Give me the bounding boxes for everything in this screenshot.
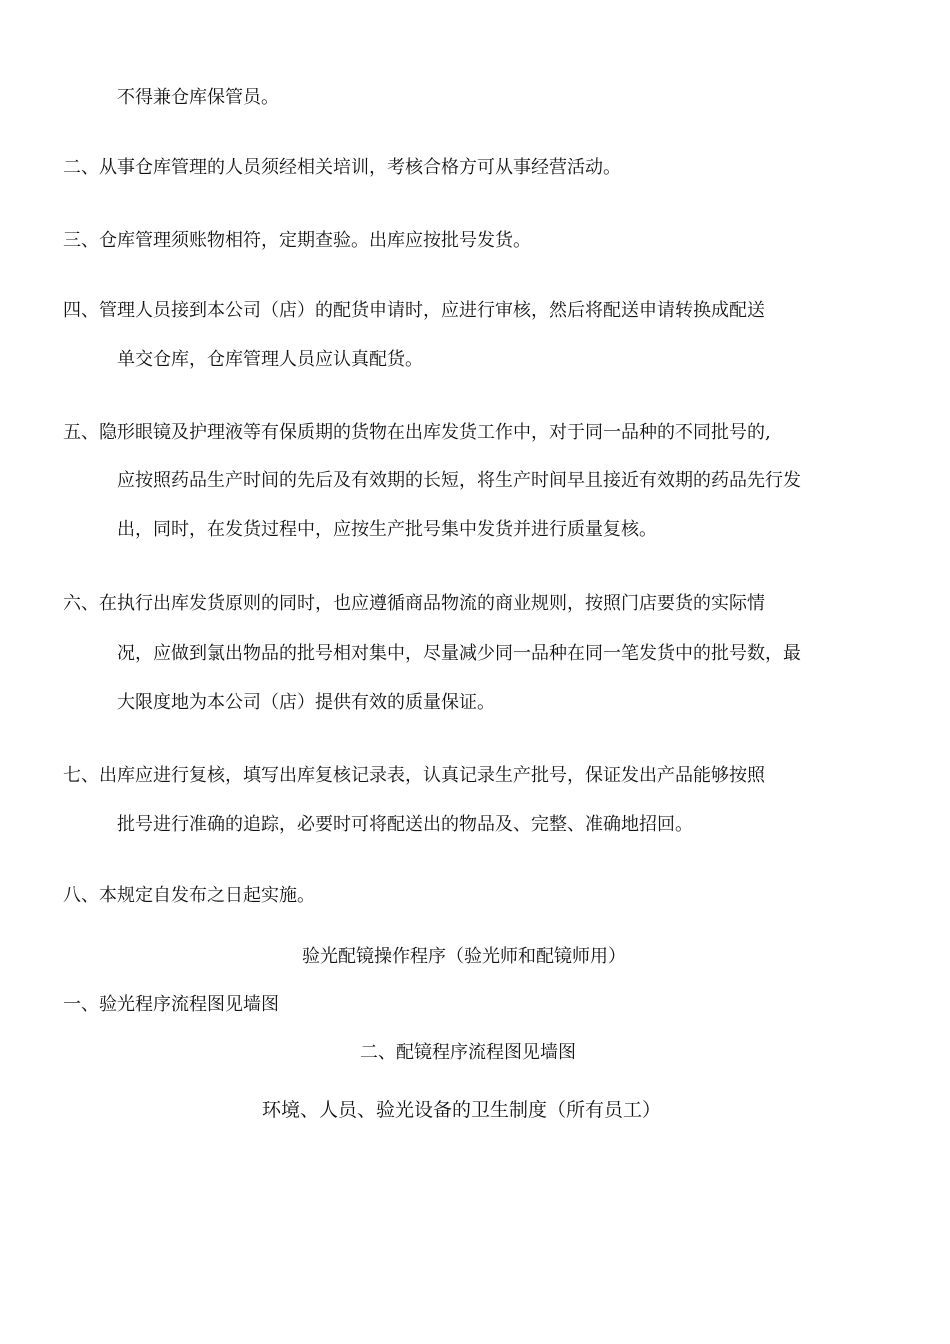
paragraph-1-continuation: 不得兼仓库保管员。 — [117, 87, 279, 108]
section-heading-optometry: 验光配镜操作程序（验光师和配镜师用） — [302, 946, 626, 967]
paragraph-6-line-2: 况，应做到氯出物品的批号相对集中，尽量减少同一品种在同一笔发货中的批号数，最 — [117, 643, 801, 664]
paragraph-5-line-1: 五、隐形眼镜及护理液等有保质期的货物在出库发货工作中，对于同一品种的不同批号的, — [63, 422, 771, 443]
paragraph-6-line-1: 六、在执行出库发货原则的同时，也应遵循商品物流的商业规则，按照门店要货的实际情 — [63, 593, 765, 614]
paragraph-3: 三、仓库管理须账物相符，定期查验。出库应按批号发货。 — [63, 230, 531, 251]
paragraph-7-line-1: 七、出库应进行复核，填写出库复核记录表，认真记录生产批号，保证发出产品能够按照 — [63, 765, 765, 786]
optometry-item-1: 一、验光程序流程图见墙图 — [63, 994, 279, 1015]
optometry-item-2: 二、配镜程序流程图见墙图 — [360, 1042, 576, 1063]
section-heading-hygiene: 环境、人员、验光设备的卫生制度（所有员工） — [262, 1099, 662, 1121]
paragraph-7-line-2: 批号进行准确的追踪，必要时可将配送出的物品及、完整、准确地招回。 — [117, 814, 693, 835]
paragraph-5-line-2: 应按照药品生产时间的先后及有效期的长短，将生产时间早且接近有效期的药品先行发 — [117, 470, 801, 491]
paragraph-8: 八、本规定自发布之日起实施。 — [63, 885, 315, 906]
paragraph-4-line-1: 四、管理人员接到本公司（店）的配货申请时，应进行审核，然后将配送申请转换成配送 — [63, 300, 765, 321]
paragraph-2: 二、从事仓库管理的人员须经相关培训，考核合格方可从事经营活动。 — [63, 157, 621, 178]
paragraph-5-line-3: 出，同时，在发货过程中，应按生产批号集中发货并进行质量复核。 — [117, 519, 657, 540]
paragraph-6-line-3: 大限度地为本公司（店）提供有效的质量保证。 — [117, 692, 495, 713]
paragraph-4-line-2: 单交仓库，仓库管理人员应认真配货。 — [117, 349, 423, 370]
